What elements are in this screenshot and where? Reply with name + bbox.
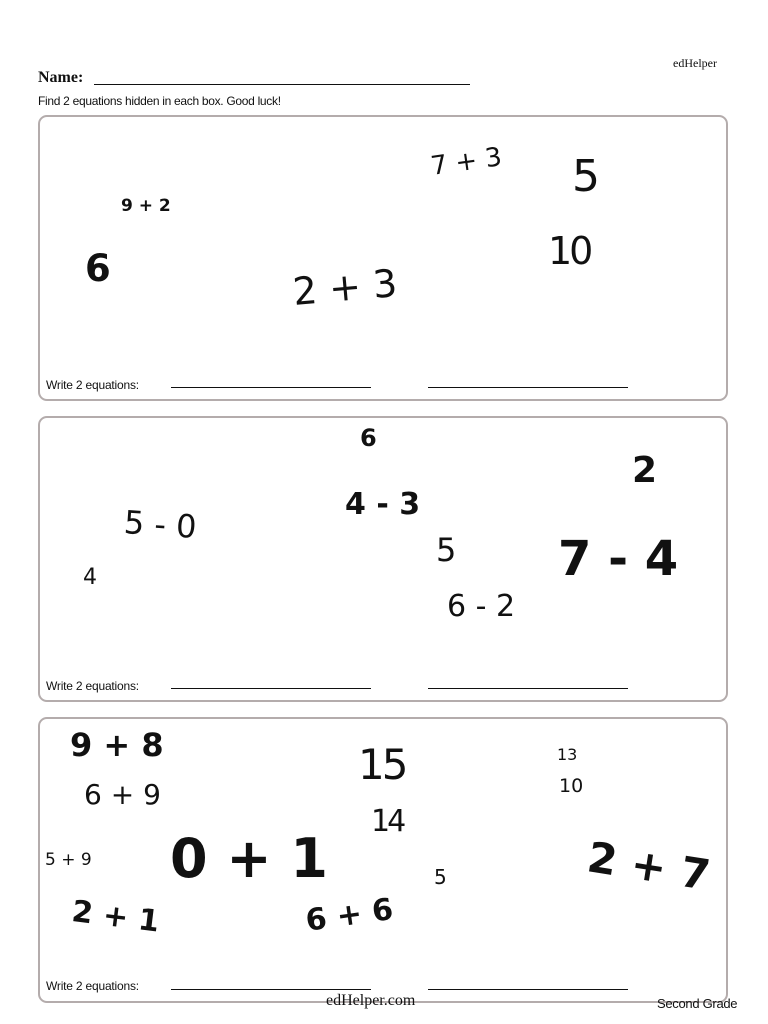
expression-item: 4 [83,565,97,590]
answer-input-2[interactable] [428,688,628,689]
expression-item: 2 + 3 [291,260,399,314]
expression-item: 5 - 0 [122,503,198,547]
brand-label: edHelper [673,56,717,70]
expression-item: 5 [436,531,457,569]
expression-item: 10 [559,775,584,797]
answer-label: Write 2 equations: [46,679,139,693]
puzzle-box-1 [38,115,728,401]
name-field[interactable] [94,84,470,85]
expression-item: 7 - 4 [558,531,679,587]
answer-input-1[interactable] [171,688,371,689]
expression-item: 13 [557,745,578,764]
expression-item: 0 + 1 [170,827,328,890]
answer-label: Write 2 equations: [46,378,139,392]
expression-item: 2 + 1 [69,894,162,940]
expression-item: 5 [572,151,600,202]
expression-item: 5 + 9 [45,850,92,870]
expression-item: 7 + 3 [428,142,504,182]
instructions: Find 2 equations hidden in each box. Good luck! [38,94,281,108]
answer-input-1[interactable] [171,989,371,990]
expression-item: 6 + 9 [84,778,161,811]
expression-item: 14 [371,804,404,839]
expression-item: 6 [85,247,111,290]
expression-item: 2 + 7 [584,832,714,900]
expression-item: 15 [358,740,406,789]
expression-item: 10 [548,229,591,273]
footer-grade: Second Grade [657,996,738,1011]
answer-input-1[interactable] [171,387,371,388]
expression-item: 6 + 6 [303,891,396,939]
expression-item: 2 [632,450,658,491]
expression-item: 5 [434,865,447,889]
expression-item: 6 - 2 [447,589,516,624]
answer-input-2[interactable] [428,387,628,388]
puzzle-box-3 [38,717,728,1003]
expression-item: 9 + 8 [70,726,164,764]
expression-item: 9 + 2 [121,196,171,216]
name-label: Name: [38,69,84,86]
puzzle-box-2 [38,416,728,702]
expression-item: 4 - 3 [345,487,421,522]
expression-item: 6 [360,424,377,452]
answer-label: Write 2 equations: [46,979,139,993]
answer-input-2[interactable] [428,989,628,990]
footer-site: edHelper.com [326,992,416,1009]
